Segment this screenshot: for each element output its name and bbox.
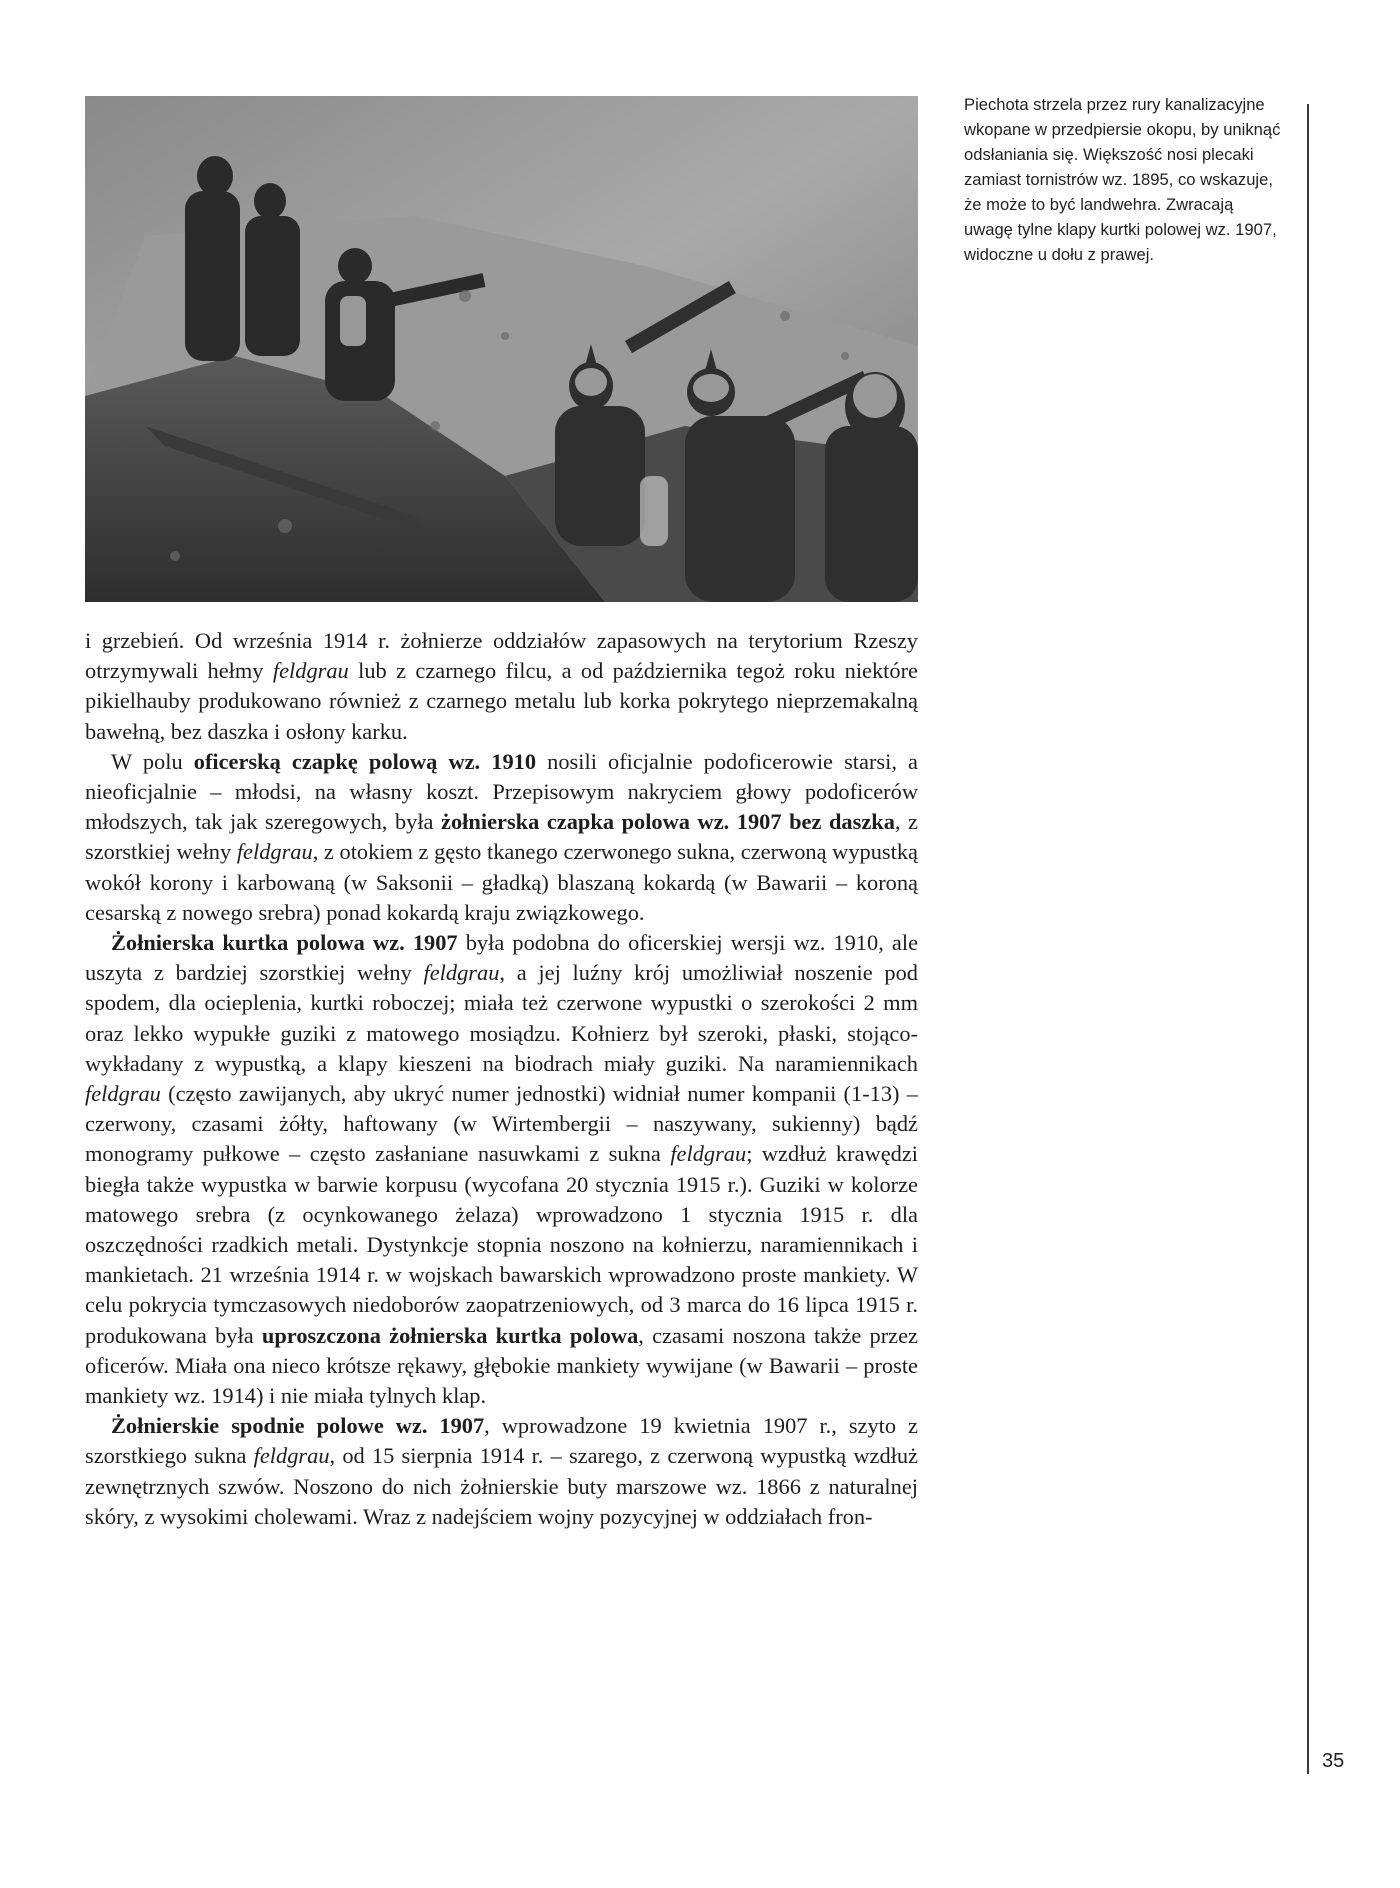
- trench-photo: [85, 96, 918, 602]
- paragraph-4: Żołnierskie spodnie polowe wz. 1907, wprowadzone 19 kwietnia 1907 r., szyto z szorstkiego sukna feldgrau, od 15 sierpnia 1914 r. – szarego, z czerwoną wypustką wzdłuż zewnętrznych szwów. Noszono do nich żołnierskie buty marszowe wz. 1866 z naturalnej skóry, z wysokimi cholewami. Wraz z nadejściem wojny pozycyjnej w oddziałach fron-: [85, 1413, 918, 1529]
- paragraph-3: Żołnierska kurtka polowa wz. 1907 była podobna do oficerskiej wersji wz. 1910, ale uszyta z bardziej szorstkiej wełny feldgrau, a jej luźny krój umożliwiał noszenie pod spodem, dla ocieplenia, kurtki roboczej; miała też czerwone wypustki o szerokości 2 mm oraz lekko wypukłe guziki z matowego mosiądzu. Kołnierz był szeroki, płaski, stojąco-wykładany z wypustką, a klapy kieszeni na biodrach miały guziki. Na naramiennikach feldgrau (często zawijanych, aby ukryć numer jednostki) widniał numer kompanii (1-13) – czerwony, czasami żółty, haftowany (w Wirtembergii – naszywany, sukienny) bądź monogramy pułkowe – często zasłaniane nasuwkami z sukna feldgrau; wzdłuż krawędzi biegła także wypustka w barwie korpusu (wycofana 20 stycznia 1915 r.). Guziki w kolorze matowego srebra (z ocynkowanego żelaza) wprowadzono 1 stycznia 1915 r. dla oszczędności rzadkich metali. Dystynkcje stopnia noszono na kołnierzu, naramiennikach i mankietach. 21 września 1914 r. w wojskach bawarskich wprowadzono proste mankiety. W celu pokrycia tymczasowych niedoborów zaopatrzeniowych, od 3 marca do 16 lipca 1915 r. produkowana była uproszczona żołnierska kurtka polowa, czasami noszona także przez oficerów. Miała ona nieco krótsze rękawy, głębokie mankiety wywijane (w Bawarii – proste mankiety wz. 1914) i nie miała tylnych klap.: [85, 930, 919, 1409]
- paragraph-1: i grzebień. Od września 1914 r. żołnierze oddziałów zapasowych na terytorium Rzeszy otrzymywali hełmy feldgrau lub z czarnego filcu, a od października tegoż roku niektóre pikielhauby produkowano również z czarnego metalu lub korka pokrytego nieprzemakalną bawełną, bez daszka i osłony karku.: [85, 628, 918, 744]
- photo-caption: [964, 92, 1286, 267]
- page-number: 35: [1322, 1750, 1345, 1772]
- paragraph-2: W polu oficerską czapkę polową wz. 1910 nosili oficjalnie podoficerowie starsi, a nieoficjalnie – młodsi, na własny koszt. Przepisowym nakryciem głowy podoficerów młodszych, tak jak szeregowych, była żołnierska czapka polowa wz. 1907 bez daszka, z szorstkiej wełny feldgrau, z otokiem z gęsto tkanego czerwonego sukna, czerwoną wypustką wokół korony i karbowaną (w Saksonii – gładką) blaszaną kokardą (w Bawarii – koroną cesarską z nowego srebra) ponad kokardą kraju związkowego.: [85, 748, 918, 925]
- article-body: [85, 626, 918, 1532]
- soldiers-in-trench-image: [85, 96, 918, 602]
- caption-text: Piechota strzela przez rury kanalizacyjne wkopane w przedpiersie okopu, by uniknąć odsłaniania się. Większość nosi plecaki zamiast tornistrów wz. 1895, co wskazuje, że może to być landwehra. Zwracają uwagę tylne klapy kurtki polowej wz. 1907, widoczne u dołu z prawej.: [964, 95, 1281, 264]
- margin-rule: [1307, 104, 1309, 1774]
